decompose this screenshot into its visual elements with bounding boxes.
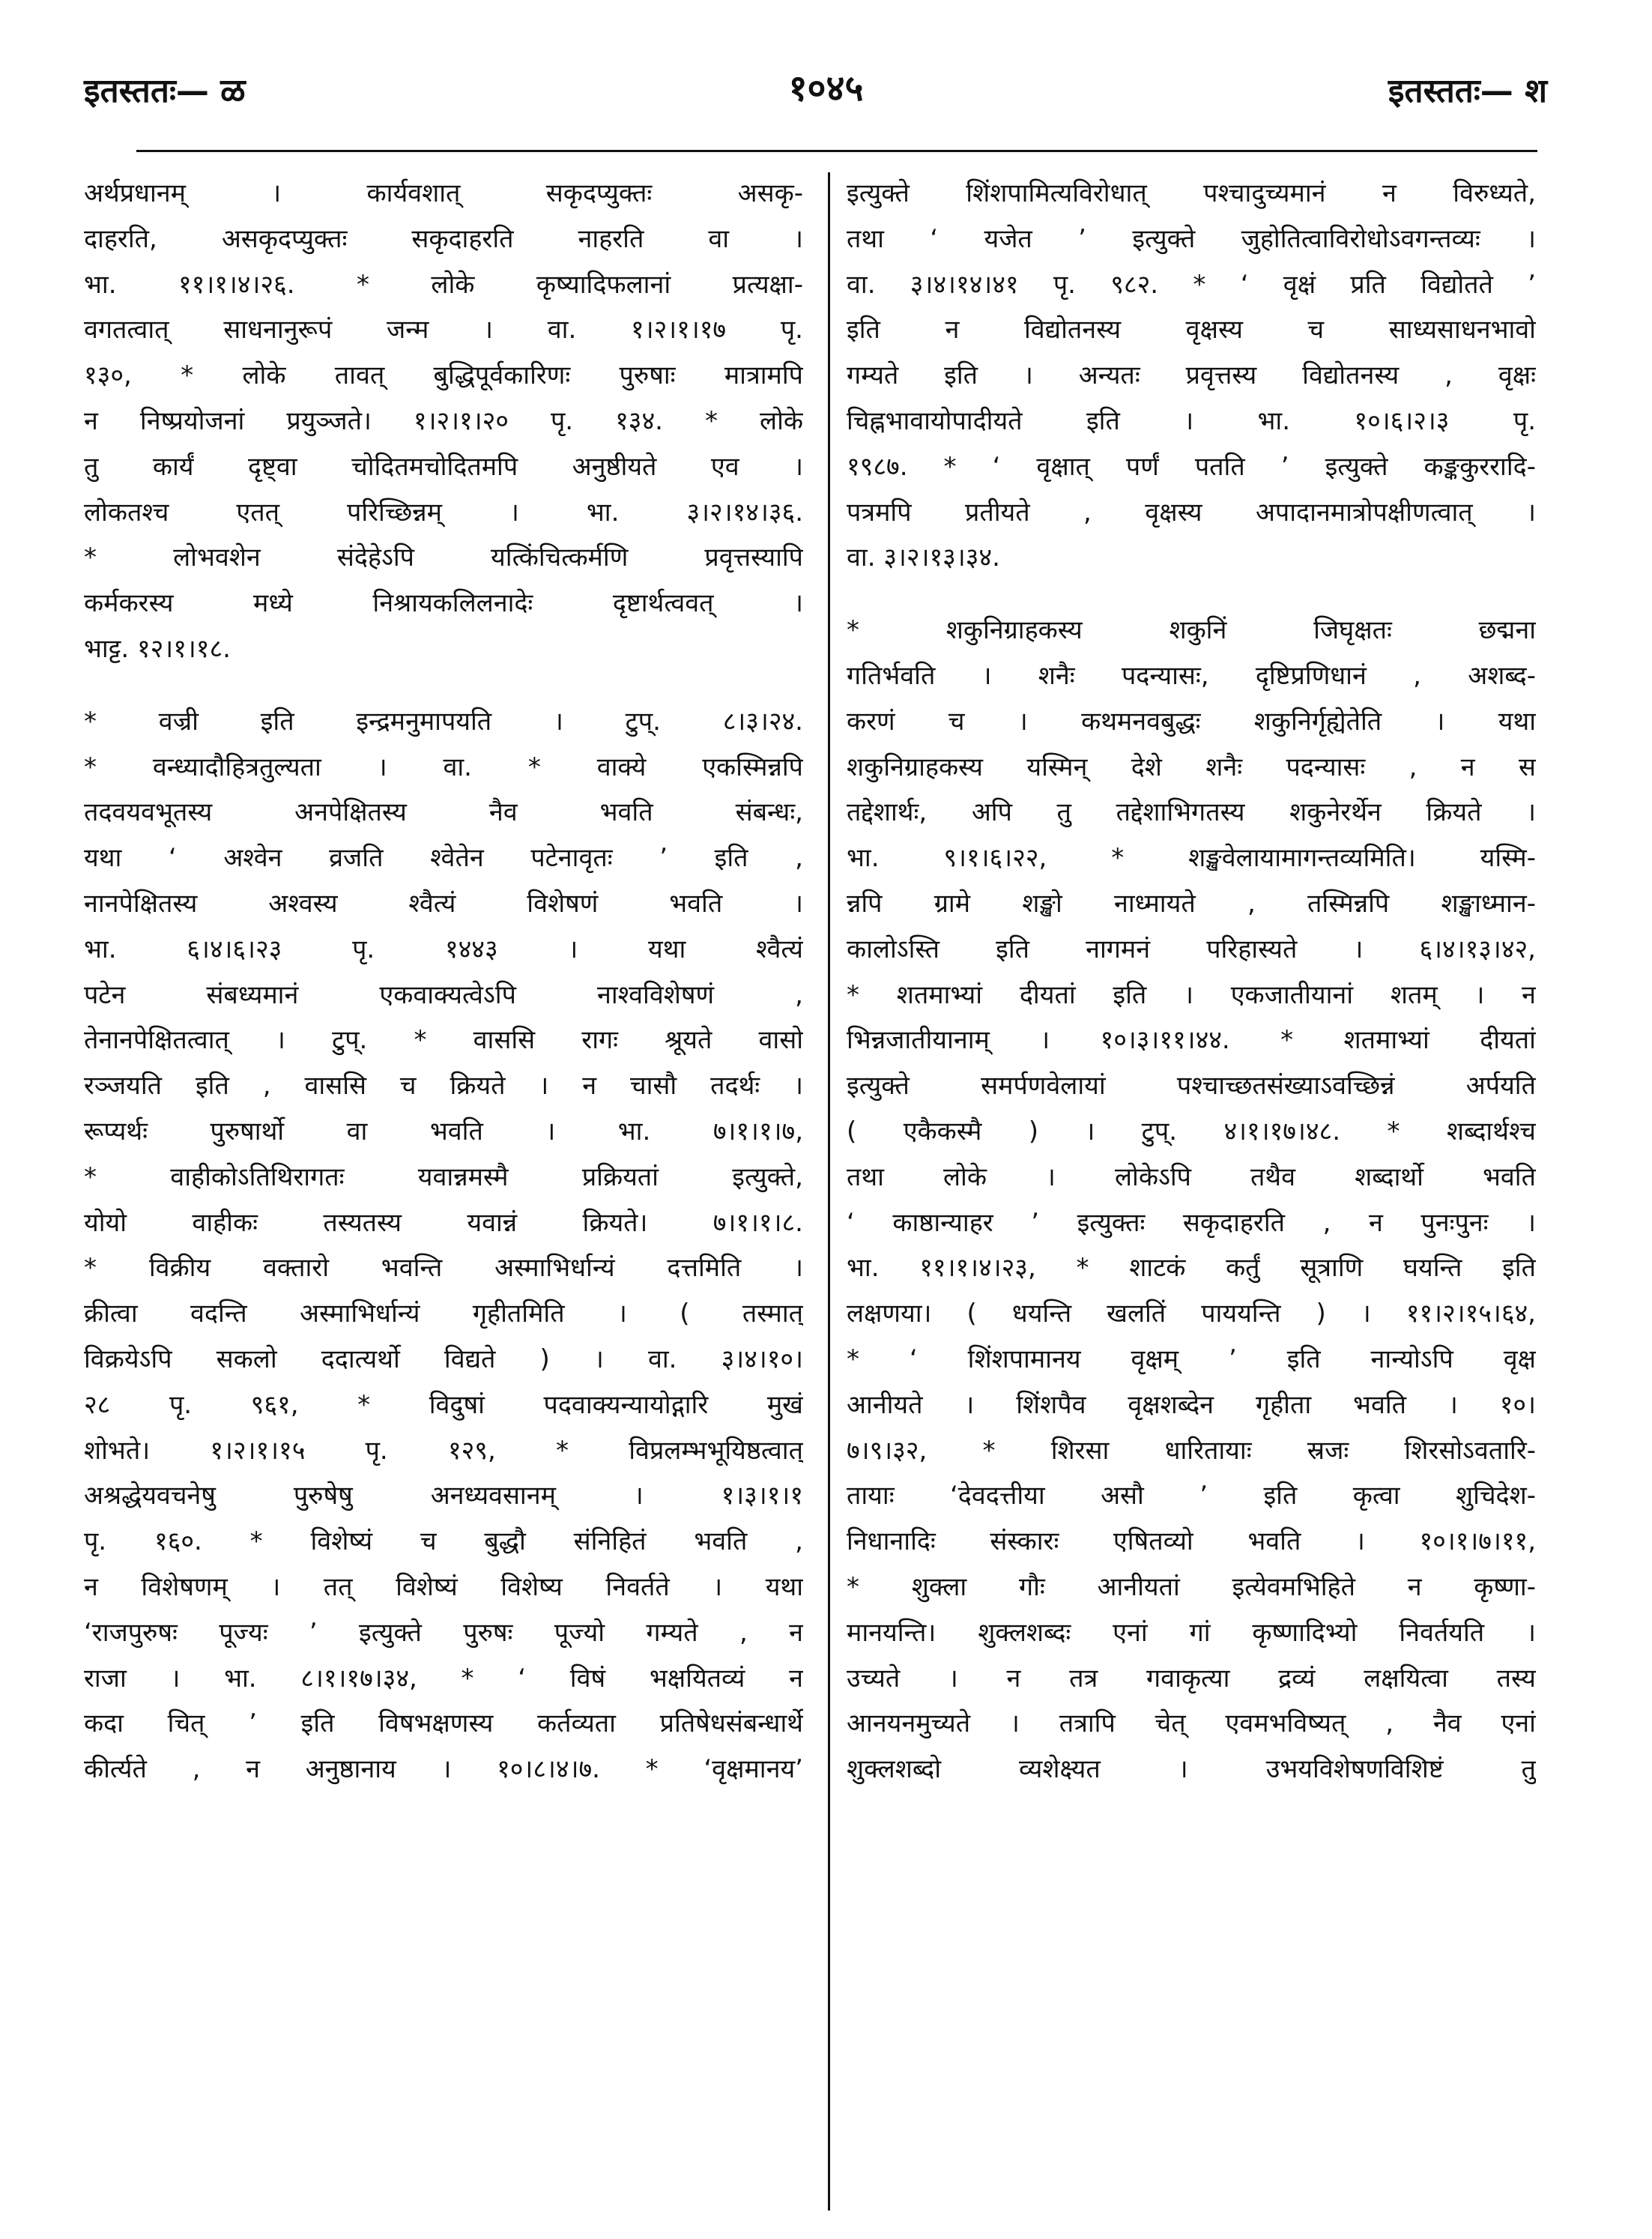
text-line: रञ्जयति इति , वाससि च क्रियते । न चासौ तदर्थः । [84, 1071, 803, 1102]
right-paragraph-1 [847, 171, 1536, 581]
text-line: राजा । भा. ८।१।१७।३४, * ‘ विषं भक्षयितव्यं न [84, 1663, 803, 1693]
text-line: तु कार्यं दृष्ट्वा चोदितमचोदितमपि अनुष्ठीयते एव । [84, 451, 803, 482]
text-line: आनयनमुच्यते । तत्रापि चेत् एवमभविष्यत् , नैव एनां [847, 1708, 1536, 1739]
text-line: * ‘ शिंशपामानय वृक्षम् ’ इति नान्योऽपि वृक्ष [847, 1344, 1536, 1374]
text-line: * शतमाभ्यां दीयतां इति । एकजातीयानां शतम् । न [847, 979, 1536, 1010]
text-line: वा. ३।२।१३।३४. [847, 543, 1000, 573]
text-line: अर्थप्रधानम् । कार्यवशात् सकृदप्युक्तः असकृ- [84, 178, 803, 208]
text-line: उच्यते । न तत्र गवाकृत्या द्रव्यं लक्षयित्वा तस्य [847, 1663, 1536, 1693]
text-line: २८ पृ. ९६१, * विदुषां पदवाक्यन्यायोद्गारि मुखं [84, 1389, 803, 1420]
text-line: तथा लोके । लोकेऽपि तथैव शब्दार्थो भवति [847, 1161, 1536, 1192]
text-line: १९८७. * ‘ वृक्षात् पर्णं पतति ’ इत्युक्ते कङ्ककुररादि- [847, 451, 1536, 482]
text-line: इत्युक्ते शिंशपामित्यविरोधात् पश्चादुच्यमानं न विरुध्यते, [847, 178, 1536, 208]
text-line: भा. ६।४।६।२३ पृ. १४४३ । यथा श्वैत्यं [84, 934, 803, 964]
text-line: गम्यते इति । अन्यतः प्रवृत्तस्य विद्योतनस्य , वृक्षः [847, 360, 1536, 391]
text-line: इति न विद्योतनस्य वृक्षस्य च साध्यसाधनभावो [847, 315, 1536, 345]
text-line: भा. ११।१।४।२३, * शाटकं कर्तुं सूत्राणि घयन्ति इति [847, 1253, 1536, 1284]
text-line: शकुनिग्राहकस्य यस्मिन् देशे शनैः पदन्यासः , न स [847, 752, 1536, 782]
text-line: न निष्प्रयोजनां प्रयुञ्जते। १।२।१।२० पृ. १३४. * लोके [84, 405, 803, 436]
text-line: भा. ९।१।६।२२, * शङ्खवेलायामागन्तव्यमिति। यस्मि- [847, 843, 1536, 874]
text-line: इत्युक्ते समर्पणवेलायां पश्चाच्छतसंख्याऽवच्छिन्नं अर्पयति [847, 1071, 1536, 1102]
text-line: * शकुनिग्राहकस्य शकुनिं जिघृक्षतः छद्मना [847, 615, 1536, 646]
text-line: १३०, * लोके तावत् बुद्धिपूर्वकारिणः पुरुषाः मात्रामपि [84, 360, 803, 391]
text-line: मानयन्ति। शुक्लशब्दः एनां गां कृष्णादिभ्यो निवर्तयति । [847, 1617, 1536, 1648]
text-line: कीर्त्यते , न अनुष्ठानाय । १०।८।४।७. * ‘वृक्षमानय’ [84, 1754, 803, 1785]
right-column [847, 171, 1536, 1792]
page-number: १०४५ [788, 67, 864, 109]
text-line: आनीयते । शिंशपैव वृक्षशब्देन गृहीता भवति । १०। [847, 1389, 1536, 1420]
header-rule [136, 150, 1537, 152]
text-line: भाट्ट. १२।१।१८. [84, 633, 231, 664]
text-line: वा. ३।४।१४।४१ पृ. ९८२. * ‘ वृक्षं प्रति विद्योतते ’ [847, 269, 1536, 300]
text-line: विक्रयेऽपि सकलो ददात्यर्थो विद्यते ) । वा. ३।४।१०। [84, 1344, 803, 1374]
text-line: क्रीत्वा वदन्ति अस्माभिर्धान्यं गृहीतमिति । ( तस्मात् [84, 1299, 803, 1329]
text-line: भा. ११।१।४।२६. * लोके कृष्यादिफलानां प्रत्यक्षा- [84, 269, 803, 300]
left-column [84, 171, 803, 1792]
text-line: लोकतश्च एतत् परिच्छिन्नम् । भा. ३।२।१४।३६. [84, 497, 803, 528]
text-line: तेनानपेक्षितत्वात् । टुप्. * वाससि रागः श्रूयते वासो [84, 1025, 803, 1056]
text-line: ७।९।३२, * शिरसा धारितायाः स्रजः शिरसोऽवतारि- [847, 1435, 1536, 1466]
left-paragraph-2 [84, 699, 803, 1792]
text-line: चिह्नभावायोपादीयते इति । भा. १०।६।२।३ पृ. [847, 405, 1536, 436]
text-line: ‘ काष्ठान्याहर ’ इत्युक्तः सकृदाहरति , न पुनःपुनः । [847, 1207, 1536, 1238]
text-line: तथा ‘ यजेत ’ इत्युक्ते जुहोतित्वाविरोधोऽवगन्तव्यः । [847, 223, 1536, 254]
text-line: करणं च । कथमनवबुद्धः शकुनिर्गृह्येतेति । यथा [847, 706, 1536, 737]
text-line: दाहरति, असकृदप्युक्तः सकृदाहरति नाहरति वा । [84, 223, 803, 254]
text-line: कर्मकरस्य मध्ये निश्रायकलिलनादेः दृष्टार्थत्ववत् । [84, 588, 803, 619]
page-header [0, 0, 1652, 142]
text-line: यथा ‘ अश्वेन व्रजति श्वेतेन पटेनावृतः ’ इति , [84, 843, 803, 874]
text-line: न्नपि ग्रामे शङ्खो नाध्मायते , तस्मिन्नपि शङ्खाध्मान- [847, 888, 1536, 919]
text-line: लक्षणया। ( धयन्ति खलतिं पाययन्ति ) । ११।२।१५।६४, [847, 1299, 1536, 1329]
left-paragraph-1 [84, 171, 803, 672]
text-line: * शुक्ला गौः आनीयतां इत्येवमभिहिते न कृष्णा- [847, 1571, 1536, 1602]
text-line: रूप्यर्थः पुरुषार्थो वा भवति । भा. ७।१।१।७, [84, 1116, 803, 1146]
text-line: न विशेषणम् । तत् विशेष्यं विशेष्य निवर्तते । यथा [84, 1571, 803, 1602]
text-line: गतिर्भवति । शनैः पदन्यासः, दृष्टिप्रणिधानं , अशब्द- [847, 660, 1536, 691]
text-line: कालोऽस्ति इति नागमनं परिहास्यते । ६।४।१३।४२, [847, 934, 1536, 964]
text-line: * वज्री इति इन्द्रमनुमापयति । टुप्. ८।३।२४. [84, 706, 803, 737]
text-line: निधानादिः संस्कारः एषितव्यो भवति । १०।१।७।११, [847, 1526, 1536, 1557]
text-line: तदवयवभूतस्य अनपेक्षितस्य नैव भवति संबन्धः, [84, 797, 803, 828]
text-line: भिन्नजातीयानाम् । १०।३।११।४४. * शतमाभ्यां दीयतां [847, 1025, 1536, 1056]
text-line: योयो वाहीकः तस्यतस्य यवान्नं क्रियते। ७।१।१।८. [84, 1207, 803, 1238]
text-line: शुक्लशब्दो व्यशेक्ष्यत । उभयविशेषणविशिष्टं तु [847, 1754, 1536, 1785]
header-right-entry: इतस्ततः— श [1388, 72, 1547, 110]
text-line: पत्रमपि प्रतीयते , वृक्षस्य अपादानमात्रोपक्षीणत्वात् । [847, 497, 1536, 528]
paragraph-gap [847, 581, 1536, 608]
text-line: तद्देशार्थः, अपि तु तद्देशाभिगतस्य शकुनेरर्थेन क्रियते । [847, 797, 1536, 828]
text-line: शोभते। १।२।१।१५ पृ. १२९, * विप्रलम्भभूयिष्ठत्वात् [84, 1435, 803, 1466]
text-line: * वन्ध्यादौहित्रतुल्यता । वा. * वाक्ये एकस्मिन्नपि [84, 752, 803, 782]
text-line: * विक्रीय वक्तारो भवन्ति अस्माभिर्धान्यं दत्तमिति । [84, 1253, 803, 1284]
text-line: नानपेक्षितस्य अश्वस्य श्वैत्यं विशेषणं भवति । [84, 888, 803, 919]
text-line: वगतत्वात् साधनानुरूपं जन्म । वा. १।२।१।१७ पृ. [84, 315, 803, 345]
text-line: अश्रद्धेयवचनेषु पुरुषेषु अनध्यवसानम् । १।३।१।१ [84, 1481, 803, 1511]
text-line: * वाहीकोऽतिथिरागतः यवान्नमस्मै प्रक्रियतां इत्युक्ते, [84, 1161, 803, 1192]
text-line: ‘राजपुरुषः पूज्यः ’ इत्युक्ते पुरुषः पूज्यो गम्यते , न [84, 1617, 803, 1648]
text-line: * लोभवशेन संदेहेऽपि यत्किंचित्कर्मणि प्रवृत्तस्यापि [84, 543, 803, 573]
text-line: तायाः ‘देवदत्तीया असौ ’ इति कृत्वा शुचिदेश- [847, 1481, 1536, 1511]
right-paragraph-2 [847, 608, 1536, 1792]
text-line: पटेन संबध्यमानं एकवाक्यत्वेऽपि नाश्वविशेषणं , [84, 979, 803, 1010]
text-line: पृ. १६०. * विशेष्यं च बुद्धौ संनिहितं भवति , [84, 1526, 803, 1557]
column-divider [828, 172, 830, 2211]
text-line: ( एकैकस्मै ) । टुप्. ४।१।१७।४८. * शब्दार्थश्च [847, 1116, 1536, 1146]
header-left-entry: इतस्ततः— ळ [84, 72, 246, 110]
text-line: कदा चित् ’ इति विषभक्षणस्य कर्तव्यता प्रतिषेधसंबन्धार्थे [84, 1708, 803, 1739]
paragraph-gap [84, 672, 803, 699]
